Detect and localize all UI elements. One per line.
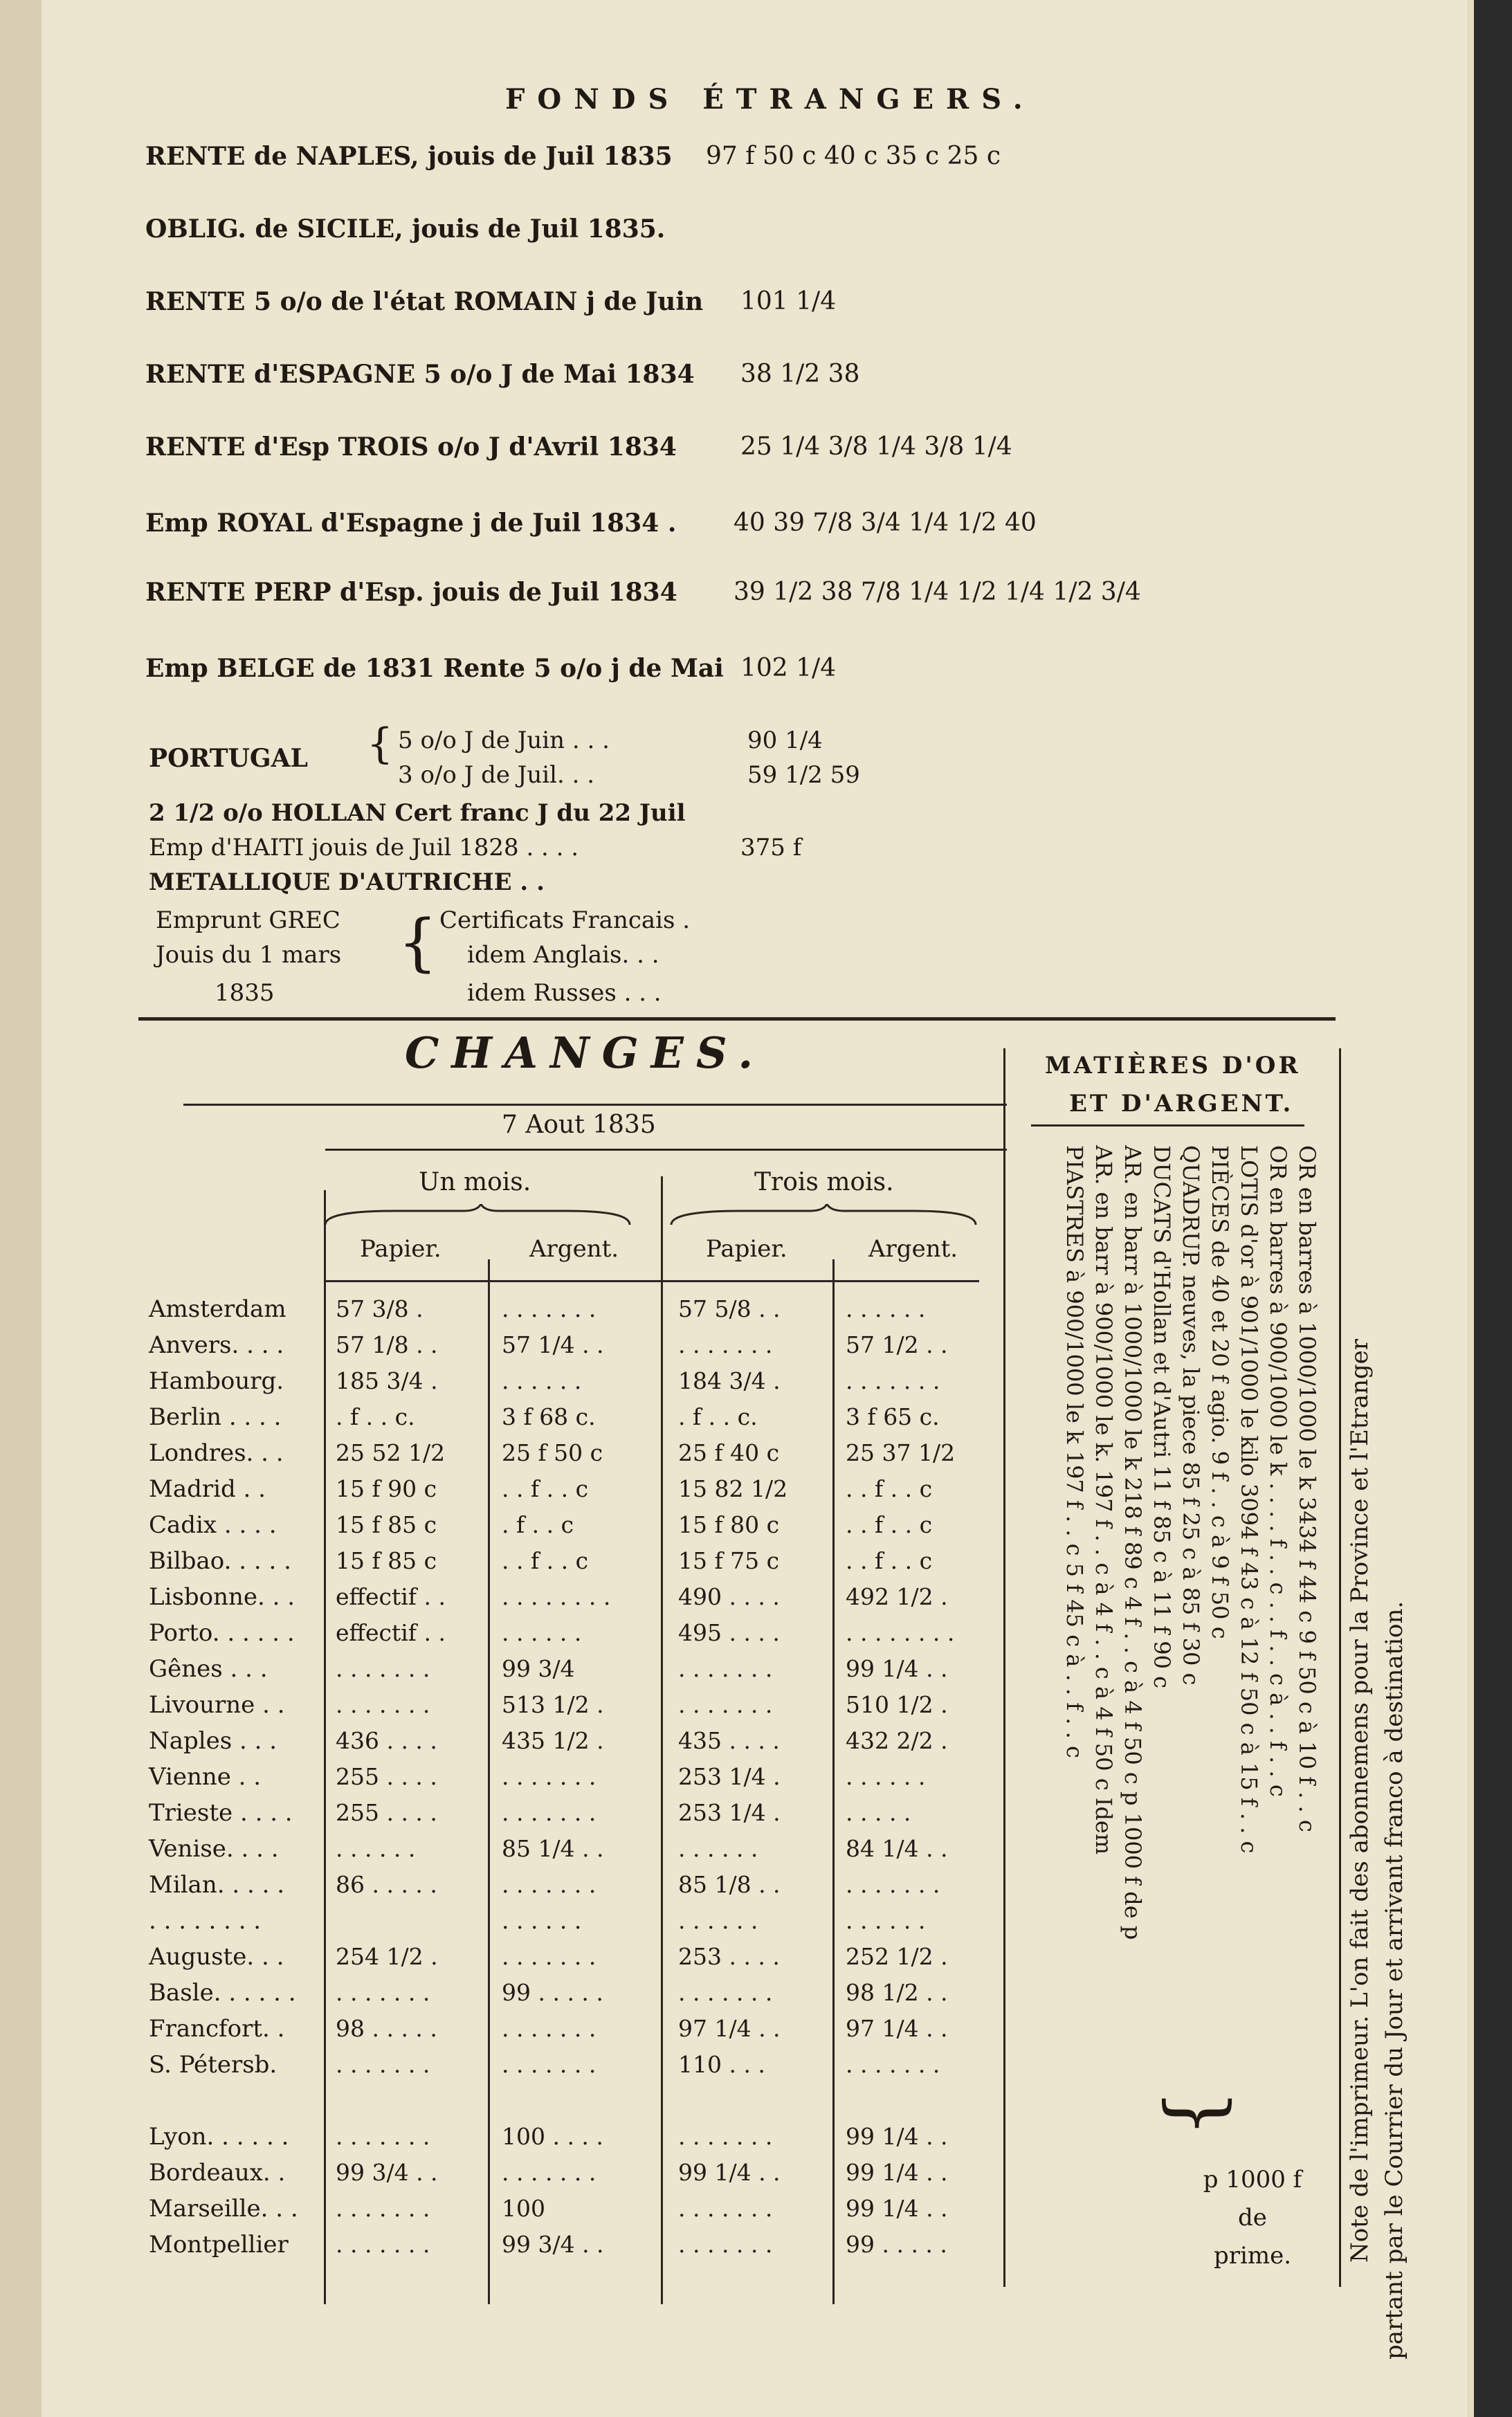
city-name: Madrid . . [149,1475,266,1503]
rate-cell: . . . . . . . [502,1295,596,1322]
matieres-subtitle: ET D'ARGENT. [1069,1090,1294,1118]
rate-cell: . . . . . . . [336,2195,430,2222]
grec-item: Certificats Francais . [439,906,691,934]
rate-cell: 432 2/2 . [846,1727,948,1754]
fonds-row [145,654,837,683]
portugal-label: PORTUGAL [149,744,308,773]
fonds-label: RENTE 5 o/o de l'état ROMAIN j de Juin [145,287,704,316]
rate-cell: 435 1/2 . [502,1727,604,1754]
rate-cell: . . . . . . [678,1835,758,1862]
rate-cell: 57 1/2 . . [846,1331,948,1358]
rate-cell: 97 1/4 . . [678,2015,781,2042]
rate-cell: 99 . . . . . [502,1979,603,2006]
rate-cell: . . . . . [846,1799,911,1826]
brace-icon: { [398,906,438,979]
rate-cell: 57 1/8 . . [336,1331,438,1358]
portugal-line: 5 o/o J de Juin . . . [398,727,610,754]
group-trois-mois: Trois mois. [754,1168,894,1196]
rate-cell: 185 3/4 . [336,1367,438,1394]
title-rule [183,1104,1007,1106]
fonds-value: 38 1/2 38 [740,360,860,388]
city-name: . . . . . . . . [149,1907,262,1935]
rate-cell: 510 1/2 . [846,1691,948,1718]
rate-cell: 253 . . . . [678,1943,780,1970]
rate-cell: 15 f 85 c [336,1511,437,1538]
rate-cell: . . . . . . . [678,1655,773,1682]
city-name: Venise. . . . [149,1835,279,1863]
city-name: Marseille. . . [149,2195,298,2223]
rate-cell: . . f . . c [846,1511,933,1538]
rate-cell: . f . . c. [678,1403,758,1430]
matieres-title: MATIÈRES D'OR [1045,1052,1301,1079]
rate-cell: 99 3/4 . . [336,2159,438,2186]
fonds-row [145,142,1001,171]
prime-line: p 1000 f [1203,2166,1302,2193]
rate-cell: . . . . . . [502,1907,582,1934]
matieres-line: OR en barres à 1000/1000 le k 3434 f 44 c 9 f 50 c à 10 f . . c [1294,1145,1320,1832]
city-name: Livourne . . [149,1691,285,1719]
header-rule [325,1149,1007,1151]
section-divider [138,1017,1336,1021]
city-name: Naples . . . [149,1727,277,1755]
rate-cell: . . . . . . . [502,2159,596,2186]
matieres-line: PIASTRES à 900/1000 le k 197 f . . c 5 f 45 c à . . f . . c [1062,1145,1088,1758]
rate-cell: . . . . . . . [336,1691,430,1718]
rate-cell: 435 . . . . [678,1727,780,1754]
fonds-row [145,287,837,316]
portugal-value: 59 1/2 59 [747,761,860,789]
rate-cell: 99 . . . . . [846,2231,947,2258]
fonds-label: RENTE de NAPLES, jouis de Juil 1835 [145,142,673,171]
grec-label: Emprunt GREC [156,906,340,934]
rate-cell: effectif . . [336,1583,446,1610]
city-name: S. Pétersb. [149,2051,277,2079]
rate-cell: 3 f 68 c. [502,1403,596,1430]
matieres-line: QUADRUP. neuves, la piece 85 f 25 c à 85 f 30 c [1178,1145,1204,1686]
rate-cell: . . f . . c [502,1547,589,1574]
rate-cell: . . . . . . . [678,1331,773,1358]
rate-cell: 25 52 1/2 [336,1439,446,1466]
rate-cell: 86 . . . . . [336,1871,437,1898]
rate-cell: 15 f 75 c [678,1547,780,1574]
col-argent-2: Argent. [868,1235,958,1263]
column-header-rule [325,1280,979,1282]
rate-cell: . . . . . . . [336,2231,430,2258]
column-rule [488,1259,490,2304]
rate-cell: 85 1/4 . . [502,1835,604,1862]
rate-cell: 184 3/4 . [678,1367,781,1394]
matieres-line: AR. en barr à 900/1000 le k. 197 f . . c à 4 f . . c à 4 f 50 c Idem [1091,1145,1117,1855]
rate-cell: 490 . . . . [678,1583,780,1610]
city-name: Lyon. . . . . . [149,2123,289,2151]
city-name: Bilbao. . . . . [149,1547,291,1575]
prime-line: prime. [1213,2242,1292,2270]
rate-cell: 255 . . . . [336,1799,437,1826]
fonds-value: 40 39 7/8 3/4 1/4 1/2 40 [734,509,1037,537]
rate-cell: 436 . . . . [336,1727,437,1754]
rate-cell: . . . . . . . [678,1979,773,2006]
fonds-label: RENTE PERP d'Esp. jouis de Juil 1834 [145,578,677,607]
rate-cell: 99 1/4 . . [846,2123,948,2150]
fonds-label: Emp BELGE de 1831 Rente 5 o/o j de Mai [145,654,724,683]
prime-line: de [1238,2204,1267,2232]
rate-cell: . . . . . . [846,1907,926,1934]
rate-cell: 254 1/2 . [336,1943,438,1970]
changes-title: CHANGES. [405,1028,766,1078]
printer-note-2: partant par le Courrier du Jour et arrivant franco à destination. [1381,1600,1408,2360]
col-papier-1: Papier. [360,1235,441,1263]
grec-item: idem Anglais. . . [467,941,659,969]
rate-cell: effectif . . [336,1619,446,1646]
city-name: Francfort. . [149,2015,285,2043]
city-name: Hambourg. [149,1367,284,1395]
rate-cell: . . . . . . . [846,1367,940,1394]
haiti-value: 375 f [740,834,802,861]
rate-cell: . . . . . . . . [502,1583,611,1610]
matieres-left-rule [1003,1048,1005,2287]
rate-cell: 98 1/2 . . [846,1979,948,2006]
rate-cell: 255 . . . . [336,1763,437,1790]
grec-jouis: Jouis du 1 mars [156,941,342,969]
matieres-line: DUCATS d'Hollan et d'Autri 11 f 85 c à 11 f 90 c [1149,1145,1175,1689]
rate-cell: . f . . c [502,1511,574,1538]
rate-cell: 15 f 80 c [678,1511,780,1538]
fonds-row [145,509,1037,538]
rate-cell: 99 3/4 . . [502,2231,604,2258]
fonds-value: 97 f 50 c 40 c 35 c 25 c [706,142,1001,170]
rate-cell: 99 1/4 . . [846,2195,948,2222]
fonds-title: FONDS ÉTRANGERS. [505,83,1035,116]
rate-cell: 57 5/8 . . [678,1295,781,1322]
rate-cell: . . . . . . . [336,1979,430,2006]
matieres-rule [1031,1124,1304,1127]
city-name: Cadix . . . . [149,1511,277,1539]
grec-item: idem Russes . . . [467,979,662,1007]
fonds-row [145,578,1141,607]
rate-cell: . . f . . c [846,1547,933,1574]
fonds-value: 101 1/4 [740,287,837,316]
fonds-value: 102 1/4 [740,654,837,682]
changes-date: 7 Aout 1835 [502,1111,656,1139]
rate-cell: . . . . . . . . [846,1619,955,1646]
rate-cell: 100 . . . . [502,2123,603,2150]
rate-cell: . . . . . . . [502,2015,596,2042]
city-name: Anvers. . . . [149,1331,284,1359]
rate-cell: . . . . . . . [336,2051,430,2078]
col-papier-2: Papier. [706,1235,787,1263]
city-name: Auguste. . . [149,1943,284,1971]
rate-cell: . f . . c. [336,1403,415,1430]
metallique-label: METALLIQUE D'AUTRICHE . . [149,868,545,896]
rate-cell: . . f . . c [846,1475,933,1502]
grec-year: 1835 [215,979,275,1007]
col-argent-1: Argent. [529,1235,619,1263]
column-rule [661,1176,663,2304]
rate-cell: . . . . . . [678,1907,758,1934]
rate-cell: 15 f 85 c [336,1547,437,1574]
matieres-line: OR en barres à 900/1000 le k . . . . f . . c . . f . . c à . . f . . c [1265,1145,1291,1797]
column-rule [832,1259,835,2304]
rate-cell: 110 . . . [678,2051,765,2078]
rate-cell: . . . . . . [846,1763,926,1790]
column-rule [324,1190,326,2304]
page-stack-edge [0,0,42,2417]
city-name: Trieste . . . . [149,1799,293,1827]
rate-cell: . . . . . . . [678,2195,773,2222]
rate-cell: 495 . . . . [678,1619,780,1646]
rate-cell: 84 1/4 . . [846,1835,948,1862]
rate-cell: . . . . . . [502,1367,582,1394]
fonds-row [145,215,665,244]
rate-cell: . . . . . . . [846,1871,940,1898]
rate-cell: 513 1/2 . [502,1691,604,1718]
rate-cell: 100 [502,2195,545,2222]
city-name: Berlin . . . . [149,1403,282,1431]
rate-cell: . . . . . . . [846,2051,940,2078]
rate-cell: . . . . . . . [502,1871,596,1898]
fonds-label: Emp ROYAL d'Espagne j de Juil 1834 . [145,509,677,538]
rate-cell: 97 1/4 . . [846,2015,948,2042]
brace-icon: } [1156,2089,1245,2137]
rate-cell: 25 37 1/2 [846,1439,956,1466]
portugal-line: 3 o/o J de Juil. . . [398,761,595,789]
city-name: Londres. . . [149,1439,284,1467]
city-name: Vienne . . [149,1763,262,1791]
rate-cell: . . . . . . . [502,1763,596,1790]
hollan-label: 2 1/2 o/o HOLLAN Cert franc J du 22 Juil [149,799,686,827]
city-name: Amsterdam [149,1295,286,1323]
rate-cell: 253 1/4 . [678,1763,781,1790]
rate-cell: 85 1/8 . . [678,1871,781,1898]
rate-cell: . . . . . . . [502,1943,596,1970]
portugal-value: 90 1/4 [747,727,823,754]
matieres-right-rule [1339,1048,1341,2287]
fonds-row [145,360,860,389]
city-name: Gênes . . . [149,1655,268,1683]
rate-cell: . . . . . . . [678,2123,773,2150]
group-braces [311,1204,1003,1232]
city-name: Basle. . . . . . [149,1979,296,2007]
rate-cell: . . . . . . . [502,2051,596,2078]
rate-cell: . . . . . . [502,1619,582,1646]
rate-cell: . . f . . c [502,1475,589,1502]
fonds-label: OBLIG. de SICILE, jouis de Juil 1835. [145,215,666,244]
rate-cell: . . . . . . [336,1835,416,1862]
rate-cell: 252 1/2 . [846,1943,948,1970]
rate-cell: 3 f 65 c. [846,1403,940,1430]
rate-cell: 25 f 50 c [502,1439,603,1466]
rate-cell: . . . . . . . [336,1655,430,1682]
rate-cell: 99 1/4 . . [678,2159,781,2186]
rate-cell: 98 . . . . . [336,2015,437,2042]
printer-note: Note de l'imprimeur. L'on fait des abonnemens pour la Province et l'Etranger [1346,1338,1374,2263]
dark-background-edge [1474,0,1512,2417]
rate-cell: . . . . . . [846,1295,926,1322]
haiti-label: Emp d'HAITI jouis de Juil 1828 . . . . [149,834,579,861]
rate-cell: 253 1/4 . [678,1799,781,1826]
city-name: Lisbonne. . . [149,1583,295,1611]
city-name: Montpellier [149,2231,289,2259]
rate-cell: . . . . . . . [502,1799,596,1826]
rate-cell: 15 82 1/2 [678,1475,788,1502]
city-name: Bordeaux. . [149,2159,286,2187]
brace-icon: { [367,720,394,768]
fonds-value: 39 1/2 38 7/8 1/4 1/2 1/4 1/2 3/4 [734,578,1141,606]
rate-cell: 99 1/4 . . [846,1655,948,1682]
rate-cell: 57 3/8 . [336,1295,423,1322]
matieres-line: LOTIS d'or à 901/1000 le kilo 3094 f 43 c à 12 f 50 c à 15 f . . c [1236,1145,1262,1854]
city-name: Porto. . . . . . [149,1619,295,1647]
group-un-mois: Un mois. [419,1168,531,1196]
matieres-line: PIÈCES de 40 et 20 f agio. 9 f . . c à 9 f 50 c [1207,1145,1233,1639]
rate-cell: 99 1/4 . . [846,2159,948,2186]
fonds-label: RENTE d'ESPAGNE 5 o/o J de Mai 1834 [145,360,695,389]
fonds-row [145,432,1012,462]
rate-cell: 492 1/2 . [846,1583,948,1610]
rate-cell: . . . . . . . [678,1691,773,1718]
rate-cell: 57 1/4 . . [502,1331,604,1358]
rate-cell: . . . . . . . [678,2231,773,2258]
city-name: Milan. . . . . [149,1871,284,1899]
rate-cell: 25 f 40 c [678,1439,780,1466]
rate-cell: 15 f 90 c [336,1475,437,1502]
fonds-label: RENTE d'Esp TROIS o/o J d'Avril 1834 [145,432,677,462]
rate-cell: 99 3/4 [502,1655,575,1682]
matieres-line: AR. en barr à 1000/1000 le k 218 f 89 c 4 f . . c à 4 f 50 c p 1000 f de p [1120,1145,1146,1940]
fonds-value: 25 1/4 3/8 1/4 3/8 1/4 [740,432,1012,461]
rate-cell: . . . . . . . [336,2123,430,2150]
